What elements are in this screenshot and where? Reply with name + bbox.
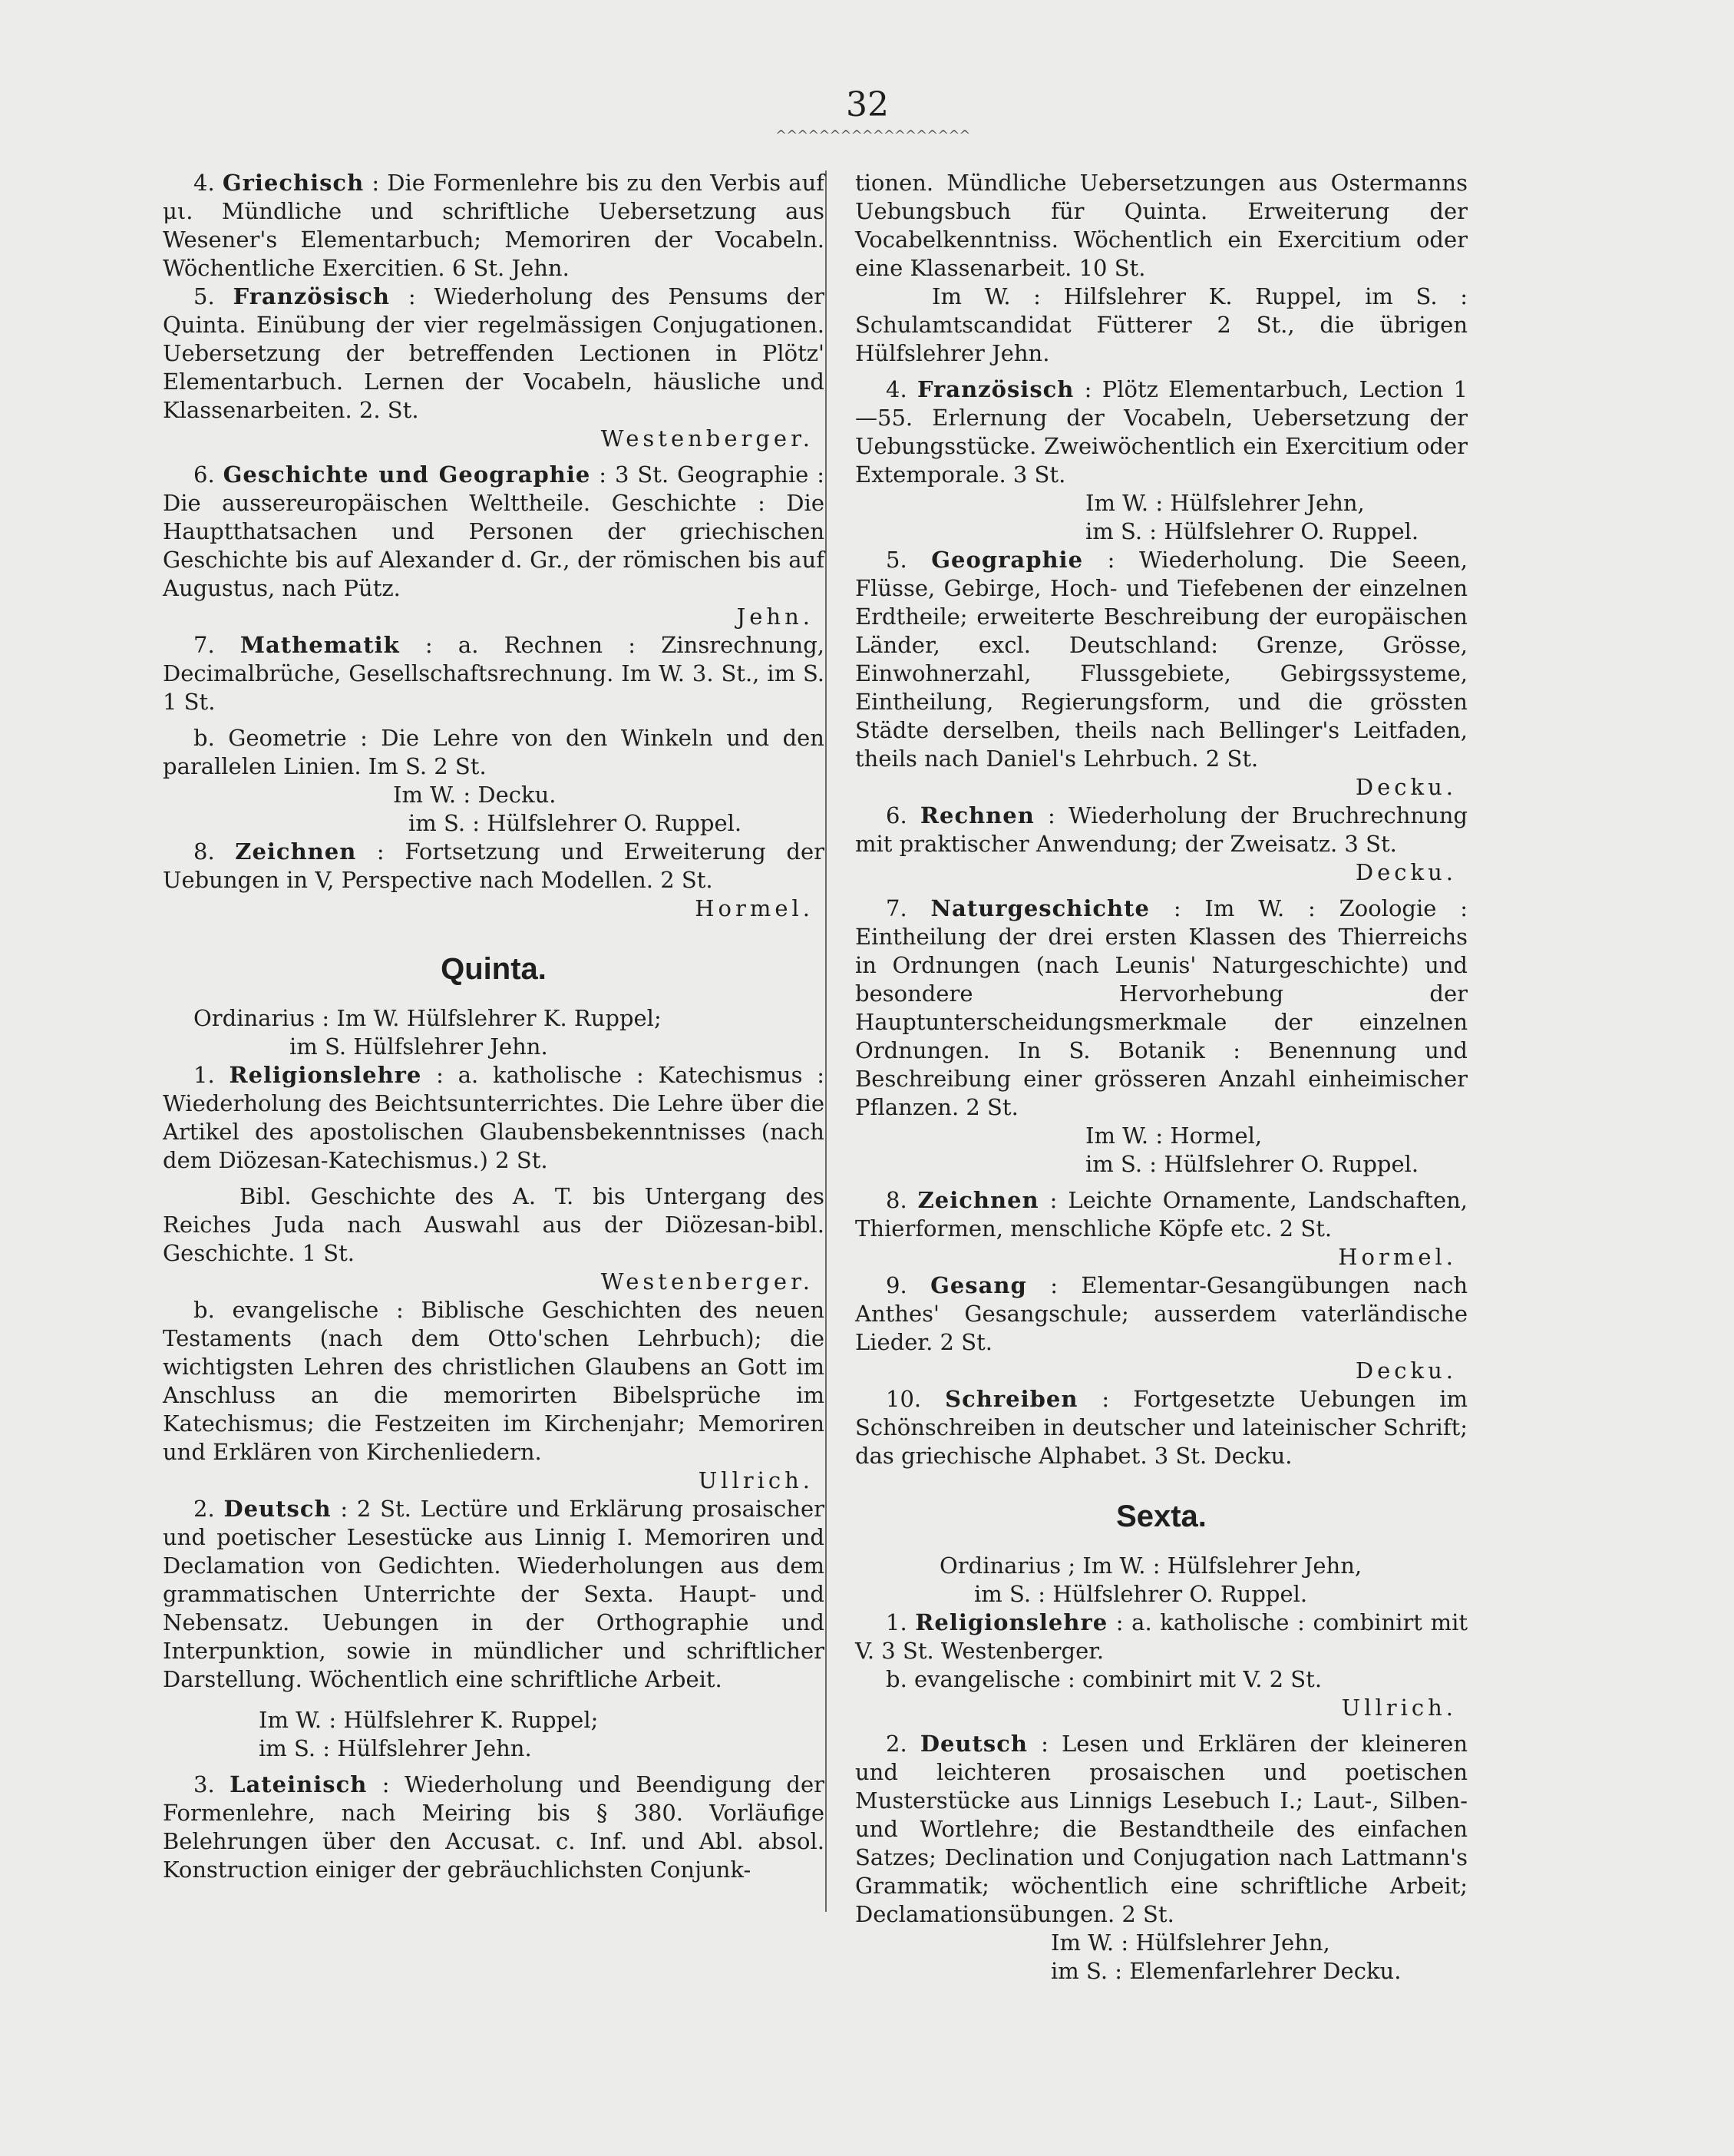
teacher-signature: Im W. : Hilfslehrer K. Ruppel, im S. : Schulamtscandidat Fütterer 2 St., die übrigen Hülfslehrer Jehn. (855, 283, 1468, 366)
item-number: 2. (886, 1731, 907, 1757)
paragraph-text: : Leichte Ornamente, Landschaften, Thierformen, menschliche Köpfe etc. 2 St. (855, 1187, 1468, 1242)
item-number: 3. (193, 1771, 215, 1797)
paragraph-geschichte: 6. Geschichte und Geographie : 3 St. Geographie : Die aussereuropäischen Welttheile. Geschichte : Die Hauptthatsachen und Personen der griechischen Geschichte bis auf Alexander d. Gr., der römischen bis auf Augustus, nach Pütz. (163, 461, 825, 601)
paragraph-text: : Fortgesetzte Uebungen im Schönschreiben in deutscher und lateinischer Schrift; das griechische Alphabet. 3 St. Decku. (855, 1386, 1468, 1469)
teacher-signature: im S. : Hülfslehrer O. Ruppel. (1085, 518, 1419, 544)
teacher-signature: Hormel. (695, 895, 814, 921)
subject-heading: Französisch (917, 376, 1075, 402)
paragraph-griechisch: 4. Griechisch : Die Formenlehre bis zu den Verbis auf μι. Mündliche und schriftliche Uebersetzung aus Wesener's Elementarbuch; Memoriren der Vocabeln. Wöchentliche Exercitien. 6 St. Jehn. (163, 170, 824, 281)
column-divider (825, 170, 827, 1912)
paragraph-continued: tionen. Mündliche Uebersetzungen aus Ostermanns Uebungsbuch für Quinta. Erweiterung der Vocabelkenntniss. Wöchentlich ein Exercitium oder eine Klassenarbeit. 10 St. (855, 170, 1468, 281)
teacher-signature: Westenberger. (600, 425, 814, 451)
teacher-signature: Decku. (1355, 1357, 1457, 1384)
subject-heading: Geschichte und Geographie (223, 461, 591, 488)
subject-heading: Französisch (233, 283, 391, 309)
teacher-signature: Decku. (1355, 859, 1457, 885)
teacher-signature: Im W. : Hülfslehrer Jehn, (1051, 1929, 1330, 1956)
paragraph-text: : Plötz Elementarbuch, Lection 1—55. Erlernung der Vocabeln, Uebersetzung der Uebungsstücke. Zweiwöchentlich ein Exercitium oder Extemporale. 3 St. (855, 376, 1468, 488)
teacher-signature: Ullrich. (1341, 1695, 1457, 1721)
paragraph-text: : Fortsetzung und Erweiterung der Uebungen in V, Perspective nach Modellen. 2 St. (163, 838, 824, 893)
section-heading-quinta: Quinta. (441, 952, 547, 986)
subject-heading: Zeichnen (235, 838, 357, 865)
paragraph-mathematik: 7. Mathematik : a. Rechnen : Zinsrechnung, Decimalbrüche, Gesellschaftsrechnung. Im W. 3. St., im S. 1 St. (163, 632, 824, 715)
paragraph-naturgeschichte (855, 894, 1468, 1122)
item-number: 7. (886, 895, 907, 921)
teacher-signature: im S. : Hülfslehrer O. Ruppel. (1085, 1151, 1419, 1177)
paragraph-deutsch (855, 1730, 1468, 1929)
ordinarius-line: im S. : Hülfslehrer O. Ruppel. (974, 1581, 1308, 1607)
ordinarius-line: im S. Hülfslehrer Jehn. (289, 1033, 548, 1060)
item-number: 8. (886, 1187, 907, 1213)
section-heading-sexta: Sexta. (1116, 1500, 1207, 1533)
paragraph-evangelisch: b. evangelische : Biblische Geschichten des neuen Testaments (nach dem Otto'schen Lehrbuch); die wichtigsten Lehren des christlichen Glaubens an Gott im Anschluss an die memorirten Bibelsprüche im Katechismus; die Festzeiten im Kirchenjahr; Memoriren und Erklären von Kirchenliedern. (163, 1297, 824, 1465)
paragraph-franzoesisch: 5. Französisch : Wiederholung des Pensums der Quinta. Einübung der vier regelmässigen Conjugationen. Uebersetzung der betreffenden Lectionen in Plötz' Elementarbuch. Lernen der Vocabeln, häusliche und Klassenarbeiten. 2. St. (163, 283, 824, 423)
subject-heading: Mathematik (239, 632, 400, 658)
paragraph-text: : Die Formenlehre bis zu den Verbis auf μι. Mündliche und schriftliche Uebersetzung aus Wesener's Elementarbuch; Memoriren der Vocabeln. Wöchentliche Exercitien. 6 St. Jehn. (163, 170, 824, 281)
item-number: 9. (886, 1272, 907, 1298)
subject-heading: Naturgeschichte (930, 895, 1150, 921)
paragraph-text: : a. katholische : Katechismus : Wiederholung des Beichtsunterrichtes. Die Lehre über die Artikel des apostolischen Glaubensbekenntnisses (nach dem Diözesan-Katechismus.) 2 St. (163, 1062, 825, 1173)
left-column (163, 169, 824, 1884)
item-number: 5. (886, 547, 907, 573)
item-number: 6. (886, 802, 907, 828)
paragraph-deutsch (163, 1495, 824, 1694)
paragraph-franzoesisch (855, 375, 1468, 489)
subject-heading: Deutsch (223, 1496, 332, 1522)
ornament-divider: ^^^^^^^^^^^^^^^^^^ (775, 127, 970, 144)
teacher-signature: Hormel. (1338, 1244, 1457, 1270)
teacher-signature: Jehn. (736, 603, 814, 630)
subject-heading: Geographie (931, 547, 1084, 573)
paragraph-text: : Wiederholung der Bruchrechnung mit praktischer Anwendung; der Zweisatz. 3 St. (855, 802, 1468, 857)
paragraph-text: : a. Rechnen : Zinsrechnung, Decimalbrüche, Gesellschaftsrechnung. Im W. 3. St., im S. 1 St. (163, 632, 824, 715)
teacher-signature: im S. : Hülfslehrer O. Ruppel. (408, 810, 742, 836)
paragraph-text: : Im W. : Zoologie : Eintheilung der drei ersten Klassen des Thierreichs in Ordnungen (nach Leunis' Naturgeschichte) und besondere Hervorhebung der Hauptunterscheidungsmerkmale der einzelnen Ordnungen. In S. Botanik : Benennung und Beschreibung einer grösseren Anzahl einheimischer Pflanzen. 2 St. (855, 895, 1468, 1120)
page-number: 32 (846, 85, 889, 124)
paragraph-text: : Wiederholung des Pensums der Quinta. Einübung der vier regelmässigen Conjugationen. Uebersetzung der betreffenden Lectionen in Plötz' Elementarbuch. Lernen der Vocabeln, häusliche und Klassenarbeiten. 2. St. (163, 283, 824, 423)
paragraph-text: : a. katholische : combinirt mit V. 3 St. Westenberger. (855, 1609, 1468, 1664)
subject-heading: Griechisch (222, 170, 365, 196)
item-number: 2. (193, 1496, 215, 1522)
paragraph-text: : Lesen und Erklären der kleineren und leichteren prosaischen und poetischen Musterstücke aus Linnigs Lesebuch I.; Laut-, Silben- und Wortlehre; die Bestandtheile des einfachen Satzes; Declination und Conjugation nach Lattmann's Grammatik; wöchentlich eine schriftliche Arbeit; Declamationsübungen. 2 St. (855, 1731, 1468, 1927)
teacher-signature: Im W. : Hormel, (1085, 1123, 1263, 1149)
paragraph-zeichnen: 8. Zeichnen : Fortsetzung und Erweiterung der Uebungen in V, Perspective nach Modellen. 2 St. (163, 838, 824, 893)
paragraph-geometrie: b. Geometrie : Die Lehre von den Winkeln und den parallelen Linien. Im S. 2 St. (163, 725, 824, 779)
paragraph-text: : 2 St. Lectüre und Erklärung prosaischer und poetischer Lesestücke aus Linnig I. Memoriren und Declamation von Gedichten. Wiederholungen aus dem grammatischen Unterrichte der Sexta. Haupt- und Nebensatz. Uebungen in der Orthographie und Interpunktion, sowie in mündlicher und schriftlicher Darstellung. Wöchentlich eine schriftliche Arbeit. (163, 1496, 824, 1692)
paragraph-text: : Elementar-Gesangübungen nach Anthes' Gesangschule; ausserdem vaterländische Lieder. 2 St. (855, 1272, 1468, 1355)
item-number: 10. (886, 1386, 922, 1412)
paragraph-lateinisch (163, 1771, 824, 1884)
teacher-signature: im S. : Elemenfarlehrer Decku. (1051, 1958, 1402, 1984)
teacher-signature: Im W. : Decku. (393, 782, 557, 808)
paragraph-religionslehre (855, 1609, 1468, 1665)
teacher-signature: Decku. (1355, 774, 1457, 800)
subject-heading: Lateinisch (230, 1771, 368, 1797)
paragraph-schreiben (855, 1385, 1468, 1470)
teacher-signature: Im W. : Hülfslehrer K. Ruppel; (259, 1707, 599, 1733)
teacher-signature: Ullrich. (698, 1467, 814, 1493)
paragraph-religionslehre (163, 1061, 824, 1175)
teacher-signature: Westenberger. (600, 1268, 814, 1295)
subject-heading: Rechnen (920, 802, 1035, 828)
ordinarius-line: Ordinarius ; Im W. : Hülfslehrer Jehn, (940, 1553, 1362, 1579)
subject-heading: Gesang (930, 1272, 1027, 1298)
paragraph-bibl-geschichte: Bibl. Geschichte des A. T. bis Untergang des Reiches Juda nach Auswahl aus der Diözesan-bibl. Geschichte. 1 St. (163, 1183, 824, 1266)
teacher-signature: Im W. : Hülfslehrer Jehn, (1085, 490, 1365, 516)
subject-heading: Religionslehre (915, 1609, 1108, 1635)
paragraph-text: : Wiederholung und Beendigung der Formenlehre, nach Meiring bis § 380. Vorläufige Belehrungen über den Accusat. c. Inf. und Abl. absol. Konstruction einiger der gebräuchlichsten Conjunk- (163, 1771, 825, 1883)
paragraph-rechnen (855, 802, 1468, 858)
item-number: 4. (886, 376, 907, 402)
paragraph-zeichnen (855, 1186, 1468, 1243)
subject-heading: Religionslehre (229, 1062, 422, 1088)
right-column (855, 169, 1468, 1986)
subject-heading: Deutsch (920, 1731, 1028, 1757)
subject-heading: Schreiben (945, 1386, 1078, 1412)
item-number: 1. (886, 1609, 907, 1635)
teacher-signature: im S. : Hülfslehrer Jehn. (259, 1735, 532, 1761)
subject-heading: Zeichnen (917, 1187, 1039, 1213)
paragraph-evangelisch: b. evangelische : combinirt mit V. 2 St. (886, 1666, 1323, 1692)
paragraph-geographie (855, 546, 1468, 773)
ordinarius-line: Ordinarius : Im W. Hülfslehrer K. Ruppel; (193, 1005, 662, 1031)
paragraph-text: : 3 St. Geographie : Die aussereuropäischen Welttheile. Geschichte : Die Hauptthatsachen und Personen der griechischen Geschichte bis auf Alexander d. Gr., der römischen bis auf Augustus, nach Pütz. (163, 461, 825, 601)
paragraph-text: : Wiederholung. Die Seeen, Flüsse, Gebirge, Hoch- und Tiefebenen der einzelnen Erdtheile; erweiterte Beschreibung der europäischen Länder, excl. Deutschland: Grenze, Grösse, Einwohnerzahl, Flussgebiete, Gebirgssysteme, Eintheilung, Regierungsform, und die grössten Städte derselben, theils nach Bellinger's Leitfaden, theils nach Daniel's Lehrbuch. 2 St. (855, 547, 1468, 772)
item-number: 1. (193, 1062, 215, 1088)
paragraph-gesang (855, 1271, 1468, 1357)
